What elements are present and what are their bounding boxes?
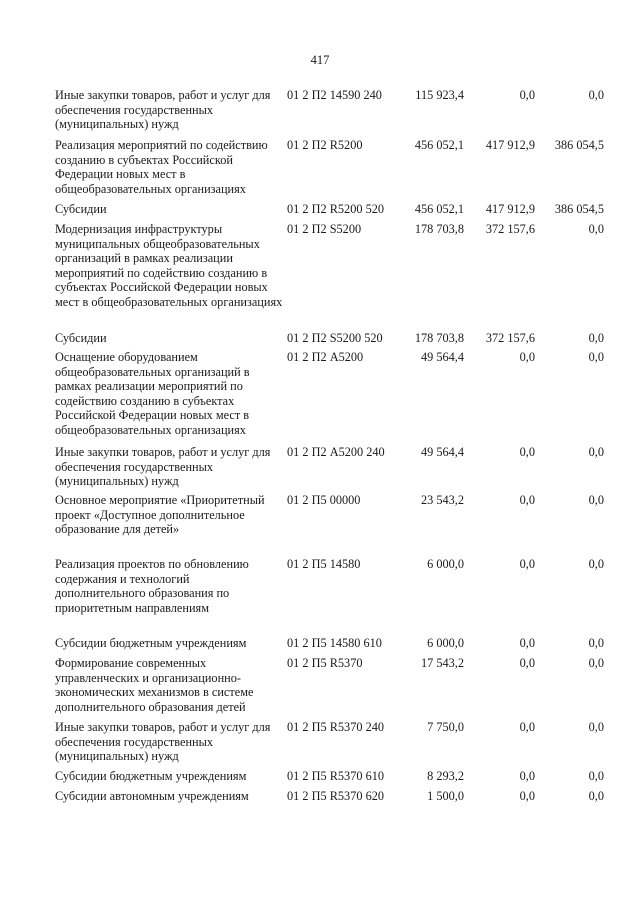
- row-value-2: 0,0: [519, 557, 535, 571]
- row-value-1: 456 052,1: [414, 138, 464, 152]
- row-name: Модернизация инфраструктуры муниципальных общеобразовательных организаций в рамках реализации мероприятий по содействию созданию в субъектах Российской Федерации новых мест в общеобразовательных организациях: [55, 222, 283, 309]
- row-code: 01 2 П2 S5200 520: [287, 331, 383, 345]
- row-value-3: 0,0: [588, 88, 604, 102]
- row-value-2: 0,0: [519, 789, 535, 803]
- row-value-2: 0,0: [519, 445, 535, 459]
- row-value-1: 7 750,0: [427, 720, 464, 734]
- row-value-1: 8 293,2: [427, 769, 464, 783]
- row-value-2: 372 157,6: [485, 222, 535, 236]
- row-value-2: 0,0: [519, 88, 535, 102]
- row-code: 01 2 П5 R5370 610: [287, 769, 385, 783]
- row-name: Субсидии бюджетным учреждениям: [55, 769, 247, 783]
- row-value-3: 0,0: [588, 789, 604, 803]
- row-name: Реализация проектов по обновлению содержания и технологий дополнительного образования по приоритетным направлениям: [55, 557, 249, 615]
- row-value-2: 0,0: [519, 493, 535, 507]
- row-value-2: 0,0: [519, 720, 535, 734]
- row-code: 01 2 П2 R5200: [287, 138, 363, 152]
- row-code: 01 2 П2 А5200: [287, 350, 364, 364]
- row-value-1: 49 564,4: [420, 350, 464, 364]
- row-code: 01 2 П5 14580 610: [287, 636, 382, 650]
- row-code: 01 2 П2 А5200 240: [287, 445, 385, 459]
- row-value-1: 115 923,4: [415, 88, 464, 102]
- row-value-1: 17 543,2: [420, 656, 464, 670]
- row-value-1: 6 000,0: [427, 636, 464, 650]
- row-code: 01 2 П5 R5370 240: [287, 720, 385, 734]
- row-value-3: 0,0: [588, 720, 604, 734]
- row-name: Основное мероприятие «Приоритетный проект «Доступное дополнительное образование для детей»: [55, 493, 265, 537]
- row-value-2: 372 157,6: [485, 331, 535, 345]
- row-value-3: 0,0: [588, 636, 604, 650]
- row-value-1: 49 564,4: [420, 445, 464, 459]
- row-value-1: 456 052,1: [414, 202, 464, 216]
- row-code: 01 2 П5 R5370 620: [287, 789, 385, 803]
- row-value-3: 0,0: [588, 656, 604, 670]
- row-code: 01 2 П2 R5200 520: [287, 202, 385, 216]
- row-name: Формирование современных управленческих и организационно-экономических механизмов в системе дополнительного образования детей: [55, 656, 254, 714]
- row-value-1: 178 703,8: [414, 331, 464, 345]
- row-value-3: 0,0: [588, 350, 604, 364]
- row-name: Субсидии бюджетным учреждениям: [55, 636, 247, 650]
- page-number: 417: [310, 53, 330, 67]
- row-value-3: 386 054,5: [554, 138, 604, 152]
- row-value-2: 0,0: [519, 636, 535, 650]
- row-value-3: 0,0: [588, 557, 604, 571]
- row-code: 01 2 П5 R5370: [287, 656, 363, 670]
- row-name: Субсидии: [55, 331, 107, 345]
- row-value-2: 0,0: [519, 769, 535, 783]
- row-value-1: 178 703,8: [414, 222, 464, 236]
- row-code: 01 2 П2 S5200: [287, 222, 362, 236]
- row-code: 01 2 П5 14580: [287, 557, 361, 571]
- row-code: 01 2 П2 14590 240: [287, 88, 382, 102]
- row-value-3: 0,0: [588, 493, 604, 507]
- row-name: Субсидии автономным учреждениям: [55, 789, 249, 803]
- row-value-1: 1 500,0: [427, 789, 464, 803]
- row-value-3: 0,0: [588, 331, 604, 345]
- row-name: Иные закупки товаров, работ и услуг для обеспечения государственных (муниципальных) нужд: [55, 720, 271, 764]
- row-value-2: 0,0: [519, 350, 535, 364]
- row-value-3: 0,0: [588, 222, 604, 236]
- row-name: Иные закупки товаров, работ и услуг для обеспечения государственных (муниципальных) нужд: [55, 88, 271, 132]
- row-value-3: 0,0: [588, 445, 604, 459]
- row-value-2: 417 912,9: [485, 202, 535, 216]
- row-value-3: 0,0: [588, 769, 604, 783]
- row-value-2: 417 912,9: [485, 138, 535, 152]
- row-code: 01 2 П5 00000: [287, 493, 361, 507]
- row-name: Субсидии: [55, 202, 107, 216]
- row-value-3: 386 054,5: [554, 202, 604, 216]
- row-value-1: 6 000,0: [427, 557, 464, 571]
- row-value-2: 0,0: [519, 656, 535, 670]
- row-name: Оснащение оборудованием общеобразовательных организаций в рамках реализации мероприятий по содействию созданию в субъектах Российской Федерации новых мест в общеобразовательных организациях: [55, 350, 250, 437]
- row-name: Иные закупки товаров, работ и услуг для обеспечения государственных (муниципальных) нужд: [55, 445, 271, 489]
- row-name: Реализация мероприятий по содействию созданию в субъектах Российской Федерации новых мест в общеобразовательных организациях: [55, 138, 268, 196]
- row-value-1: 23 543,2: [420, 493, 464, 507]
